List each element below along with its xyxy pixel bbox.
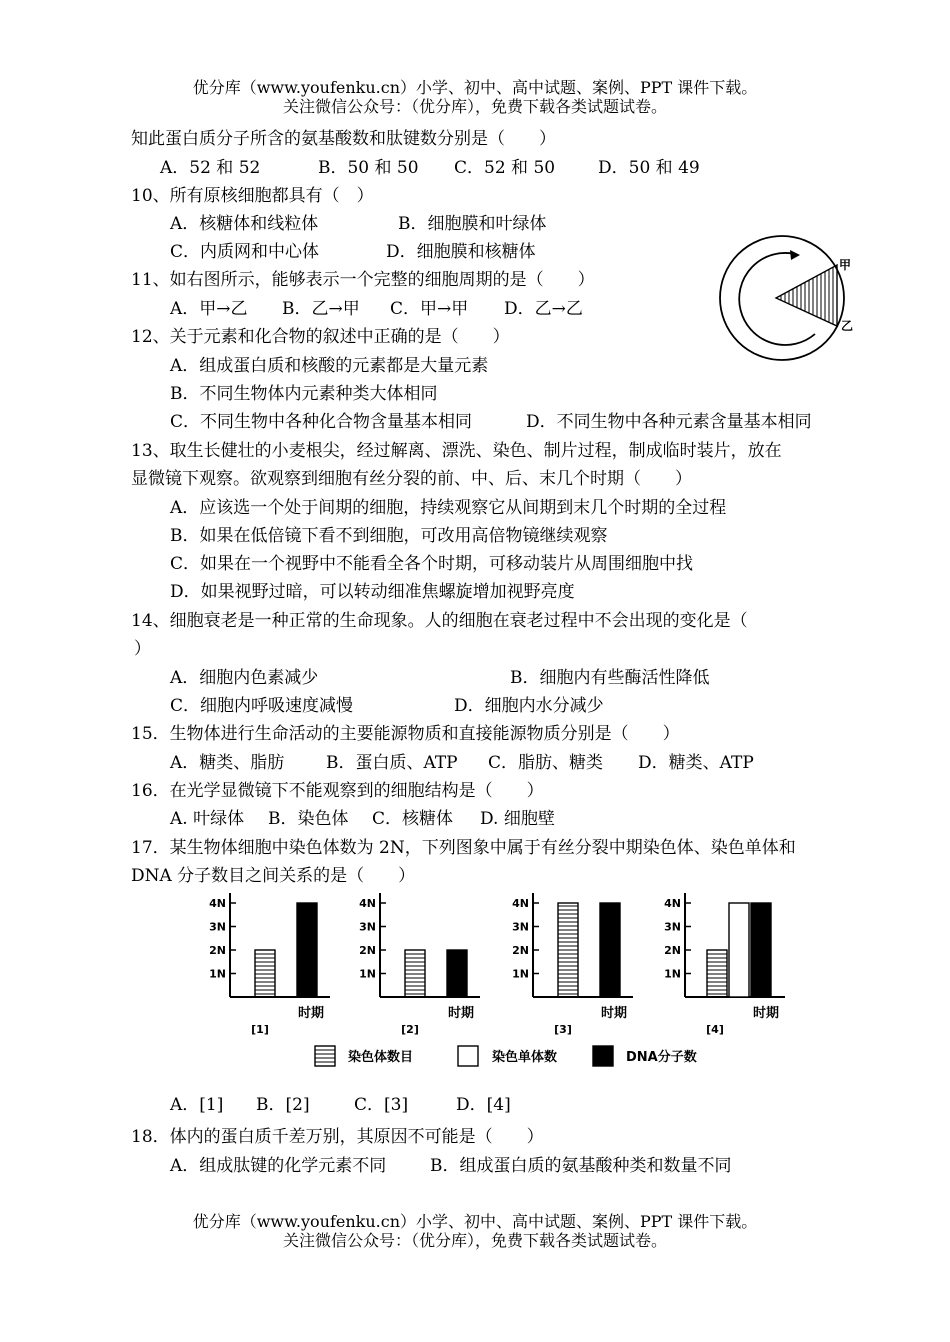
q16-option-d[interactable]: D. 细胞壁 [480,809,555,829]
q15-option-c[interactable]: C．脂肪、糖类 [488,753,604,773]
cell-cycle-diagram [712,232,862,372]
q10-option-b[interactable]: B．细胞膜和叶绿体 [398,214,547,234]
chart1-bar-2 [297,903,317,997]
q13-option-c[interactable]: C．如果在一个视野中不能看全各个时期，可移动装片从周围细胞中找 [170,554,694,574]
legend-swatch-chromatid [458,1046,478,1066]
chromosome-bar-charts [190,885,810,1085]
chart1-tick-label: 4N [209,897,226,910]
q14-option-a[interactable]: A．细胞内色素减少 [170,668,319,688]
chart3-tick-label: 1N [512,967,529,981]
q16-stem: 16．在光学显微镜下不能观察到的细胞结构是（ ） [131,781,544,801]
q14-option-c[interactable]: C．细胞内呼吸速度减慢 [170,696,354,716]
q17-stem-line1: 17．某生物体细胞中染色体数为 2N，下列图象中属于有丝分裂中期染色体、染色单体和 [131,838,796,858]
q11-option-b[interactable]: B．乙→甲 [282,299,360,319]
legend-label-chromosome: 染色体数目 [348,1050,414,1065]
q10-option-a[interactable]: A．核糖体和线粒体 [170,214,319,234]
q13-option-b[interactable]: B．如果在低倍镜下看不到细胞，可改用高倍物镜继续观察 [170,526,608,546]
q16-option-b[interactable]: B．染色体 [268,809,349,829]
q17-option-a[interactable]: A．[1] [170,1095,224,1115]
q18-option-b[interactable]: B．组成蛋白质的氨基酸种类和数量不同 [430,1156,732,1176]
page-footer-line2: 关注微信公众号：（优分库），免费下载各类试题试卷。 [282,1231,667,1250]
q11-stem: 11、如右图所示，能够表示一个完整的细胞周期的是（ ） [131,270,595,290]
chart4-tick-label: 4N [664,897,681,910]
q16-option-a[interactable]: A. 叶绿体 [170,809,245,829]
q13-option-d[interactable]: D．如果视野过暗，可以转动细准焦螺旋增加视野亮度 [170,582,575,602]
chart4-x-label: 时期 [753,1006,780,1021]
q18-stem: 18．体内的蛋白质千差万别，其原因不可能是（ ） [131,1127,544,1147]
q15-option-b[interactable]: B．蛋白质、ATP [326,753,458,773]
chart3-tick-label: 3N [512,920,529,934]
q15-option-a[interactable]: A．糖类、脂肪 [170,753,285,773]
q12-option-a[interactable]: A．组成蛋白质和核酸的元素都是大量元素 [170,356,489,376]
chart4-tick-label: 1N [664,967,681,981]
arc-arrowhead [790,250,800,260]
legend-label-chromatid: 染色单体数 [492,1050,558,1065]
q12-option-b[interactable]: B．不同生物体内元素种类大体相同 [170,384,438,404]
chart2-tick-label: 4N [359,897,376,910]
q13-stem-line2: 显微镜下观察。欲观察到细胞有丝分裂的前、中、后、末几个时期（ ） [131,469,692,489]
chart3-tick-label: 4N [512,897,529,910]
q15-option-d[interactable]: D．糖类、ATP [638,753,754,773]
q10-option-d[interactable]: D．细胞膜和核糖体 [386,242,536,262]
chart1-tick-label: 3N [209,920,226,934]
page-footer-line1: 优分库（www.youfenku.cn）小学、初中、高中试题、案例、PPT 课件下载。 [192,1212,758,1231]
chart3-bar-1 [558,903,578,997]
q12-stem: 12、关于元素和化合物的叙述中正确的是（ ） [131,327,510,347]
chart4-tick-label: 3N [664,920,681,934]
chart4-bar-3 [751,903,771,997]
chart3-title: [3] [554,1023,572,1036]
q18-option-a[interactable]: A．组成肽键的化学元素不同 [170,1156,387,1176]
chart4-bar-1 [707,950,727,997]
q9-option-a[interactable]: A．52 和 52 [160,158,261,178]
q17-option-d[interactable]: D．[4] [456,1095,511,1115]
q11-option-c[interactable]: C．甲→甲 [390,299,469,319]
page-header-line1: 优分库（www.youfenku.cn）小学、初中、高中试题、案例、PPT 课件下载。 [192,78,758,97]
chart1-tick-label: 1N [209,967,226,981]
q13-option-a[interactable]: A．应该选一个处于间期的细胞，持续观察它从间期到末几个时期的全过程 [170,498,727,518]
q16-option-c[interactable]: C．核糖体 [372,809,454,829]
q14-option-b[interactable]: B．细胞内有些酶活性降低 [510,668,710,688]
chart2-tick-label: 2N [359,944,376,957]
q15-stem: 15．生物体进行生命活动的主要能源物质和直接能源物质分别是（ ） [131,724,680,744]
chart2-x-label: 时期 [448,1006,475,1021]
q9-option-b[interactable]: B．50 和 50 [318,158,419,178]
chart3-x-label: 时期 [601,1006,628,1021]
q13-stem-line1: 13、取生长健壮的小麦根尖，经过解离、漂洗、染色、制片过程，制成临时装片，放在 [131,441,782,461]
q12-option-d[interactable]: D．不同生物中各种元素含量基本相同 [526,412,812,432]
chart1-bar-1 [255,950,275,997]
q9-option-d[interactable]: D．50 和 49 [598,158,700,178]
chart2-tick-label: 1N [359,967,376,981]
q11-option-a[interactable]: A．甲→乙 [170,299,248,319]
chart4-title: [4] [706,1023,724,1036]
q10-option-c[interactable]: C．内质网和中心体 [170,242,320,262]
chart3-tick-label: 2N [512,944,529,957]
label-jia: 甲 [839,258,852,272]
chart1-tick-label: 2N [209,944,226,957]
q17-option-b[interactable]: B．[2] [256,1095,310,1115]
chart1-title: [1] [251,1023,269,1036]
legend-swatch-chromosome [315,1046,335,1066]
chart2-title: [2] [401,1023,419,1036]
chart1-x-label: 时期 [298,1006,325,1021]
chart2-tick-label: 3N [359,920,376,934]
legend-label-dna: DNA分子数 [626,1050,697,1065]
q9-stem: 知此蛋白质分子所含的氨基酸数和肽键数分别是（ ） [131,129,556,149]
q17-option-c[interactable]: C．[3] [354,1095,409,1115]
chart2-bar-2 [447,950,467,997]
chart3-bar-2 [600,903,620,997]
chart4-tick-label: 2N [664,944,681,957]
q9-option-c[interactable]: C．52 和 50 [454,158,556,178]
q14-stem-line1: 14、细胞衰老是一种正常的生命现象。人的细胞在衰老过程中不会出现的变化是（ [131,611,748,631]
chart4-bar-2 [729,903,749,997]
page-header-line2: 关注微信公众号：（优分库），免费下载各类试题试卷。 [282,97,667,116]
chart2-bar-1 [405,950,425,997]
q14-option-d[interactable]: D．细胞内水分减少 [454,696,604,716]
q17-stem-line2: DNA 分子数目之间关系的是（ ） [131,866,416,886]
q10-stem: 10、所有原核细胞都具有（ ） [131,186,374,206]
legend-swatch-dna [593,1046,613,1066]
sector-shaded [776,265,837,326]
label-yi: 乙 [841,319,854,333]
q11-option-d[interactable]: D．乙→乙 [504,299,583,319]
q12-option-c[interactable]: C．不同生物中各种化合物含量基本相同 [170,412,473,432]
q14-stem-line2: ） [134,639,151,659]
